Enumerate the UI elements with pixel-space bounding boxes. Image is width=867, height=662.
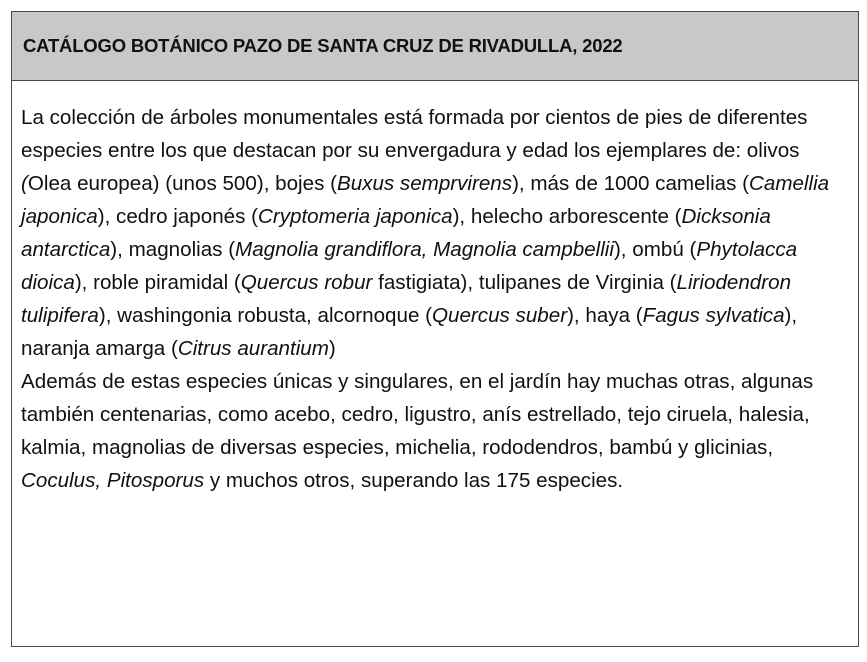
body-text: Olea europea) (unos 500), bojes (	[27, 172, 337, 195]
paragraph-other-species	[21, 365, 848, 497]
species-name-text: Quercus suber	[431, 304, 568, 327]
species-name-text: Buxus semprvirens	[336, 172, 513, 195]
species-name-text: Fagus sylvatica	[642, 304, 785, 327]
species-name-text: Cryptomeria japonica	[257, 205, 453, 228]
body-text: ), ombú (	[613, 238, 697, 261]
card-title: CATÁLOGO BOTÁNICO PAZO DE SANTA CRUZ DE RIVADULLA, 2022	[23, 35, 623, 56]
species-name-text: Citrus aurantium	[177, 337, 329, 360]
body-text: Además de estas especies únicas y singulares, en el jardín hay muchas otras, algunas también centenarias, como acebo, cedro, ligustro, anís estrellado, tejo ciruela, halesia, kalmia, magnolias de diversas especies, michelia, rododendros, bambú y glicinias,	[21, 370, 814, 459]
body-text: ), haya (	[567, 304, 643, 327]
body-text: ), más de 1000 camelias (	[512, 172, 749, 195]
body-text: ), washingonia robusta, alcornoque (	[98, 304, 432, 327]
card-body	[12, 81, 858, 497]
species-name-text: Dicksonia antarctica	[21, 205, 771, 261]
species-name-text: Magnolia grandiflora, Magnolia campbellii	[235, 238, 614, 261]
card-header	[12, 12, 858, 81]
body-text: ), helecho arborescente (	[452, 205, 682, 228]
body-text: ), cedro japonés (	[97, 205, 258, 228]
species-name-text: Liriodendron tulipifera	[21, 271, 792, 327]
body-text: ), roble piramidal (	[74, 271, 241, 294]
body-text: ), magnolias (	[110, 238, 236, 261]
species-name-text: Camellia japonica	[21, 172, 830, 228]
body-text: )	[328, 337, 336, 360]
body-text: La colección de árboles monumentales está formada por cientos de pies de diferentes especies entre los que destacan por su envergadura y edad los ejemplares de: olivos	[21, 106, 808, 162]
species-name-text: Phytolacca dioica	[21, 238, 798, 294]
body-text: y muchos otros, superando las 175 especies.	[204, 469, 624, 492]
paragraph-monumental-trees	[21, 101, 848, 365]
catalog-card	[11, 11, 859, 647]
species-name-text: Coculus, Pitosporus	[21, 469, 205, 492]
species-name-text: (	[21, 172, 28, 195]
body-text: ), naranja amarga (	[21, 304, 798, 360]
body-text: fastigiata), tulipanes de Virginia (	[372, 271, 677, 294]
species-name-text: Quercus robur	[240, 271, 373, 294]
